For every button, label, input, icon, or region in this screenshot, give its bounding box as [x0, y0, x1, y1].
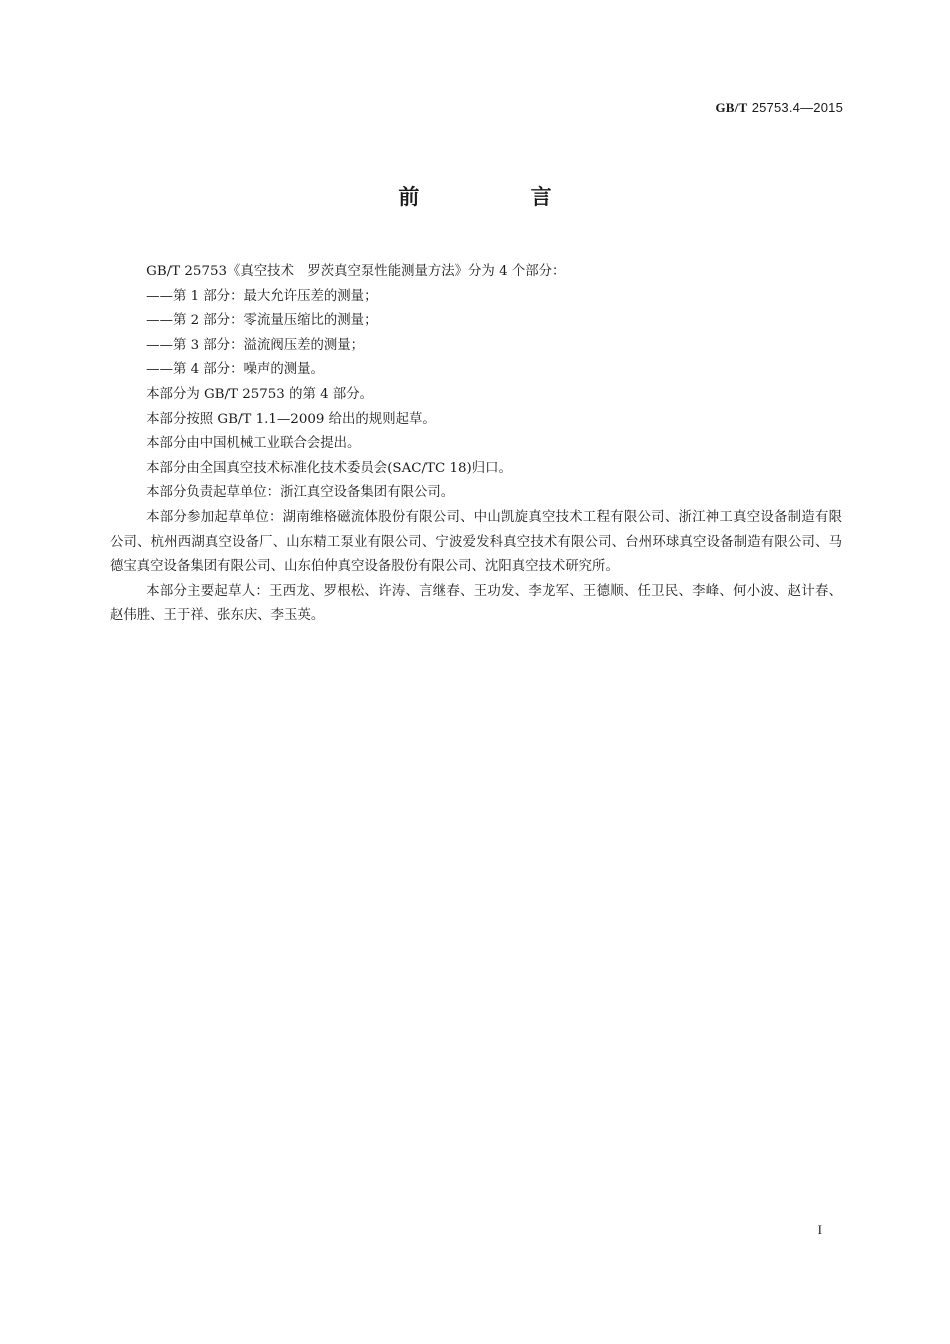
paragraph-lead-drafter: 本部分负责起草单位：浙江真空设备集团有限公司。: [146, 485, 455, 501]
foreword-body: [110, 260, 842, 629]
paragraph-proposed-by: 本部分由中国机械工业联合会提出。: [146, 436, 361, 452]
page-number: I: [817, 1222, 822, 1237]
standard-number-header: [715, 100, 843, 116]
paragraph-part-4: ——第 4 部分：噪声的测量。: [146, 362, 324, 378]
paragraph-parts-intro: GB/T 25753《真空技术 罗茨真空泵性能测量方法》分为 4 个部分：: [146, 264, 566, 279]
paragraph-this-part: 本部分为 GB/T 25753 的第 4 部分。: [146, 386, 374, 402]
page-title: 前 言: [398, 185, 604, 209]
paragraph-participating-drafters: 本部分参加起草单位：湖南维格磁流体股份有限公司、中山凯旋真空技术工程有限公司、浙江神工真空设备制造有限公司、杭州西湖真空设备厂、山东精工泵业有限公司、宁波爱发科真空技术有限公司、台州环球真空设备制造有限公司、马德宝真空设备集团有限公司、山东伯仲真空设备股份有限公司、沈阳真空技术研究所。: [110, 509, 842, 575]
paragraph-part-3: ——第 3 部分：溢流阀压差的测量；: [146, 337, 365, 353]
paragraph-part-2: ——第 2 部分：零流量压缩比的测量；: [146, 313, 378, 329]
paragraph-drafting-rules: 本部分按照 GB/T 1.1—2009 给出的规则起草。: [146, 411, 436, 427]
paragraph-main-drafters: 本部分主要起草人：王西龙、罗根松、许涛、言继春、王功发、李龙军、王德顺、任卫民、李峰、何小波、赵计春、赵伟胜、王于祥、张东庆、李玉英。: [110, 583, 842, 624]
standard-number: 25753.4—2015: [751, 100, 843, 115]
standard-prefix: GB/T: [715, 100, 748, 115]
paragraph-centralized-by: 本部分由全国真空技术标准化技术委员会(SAC/TC 18)归口。: [146, 460, 512, 476]
paragraph-part-1: ——第 1 部分：最大允许压差的测量；: [146, 288, 378, 304]
